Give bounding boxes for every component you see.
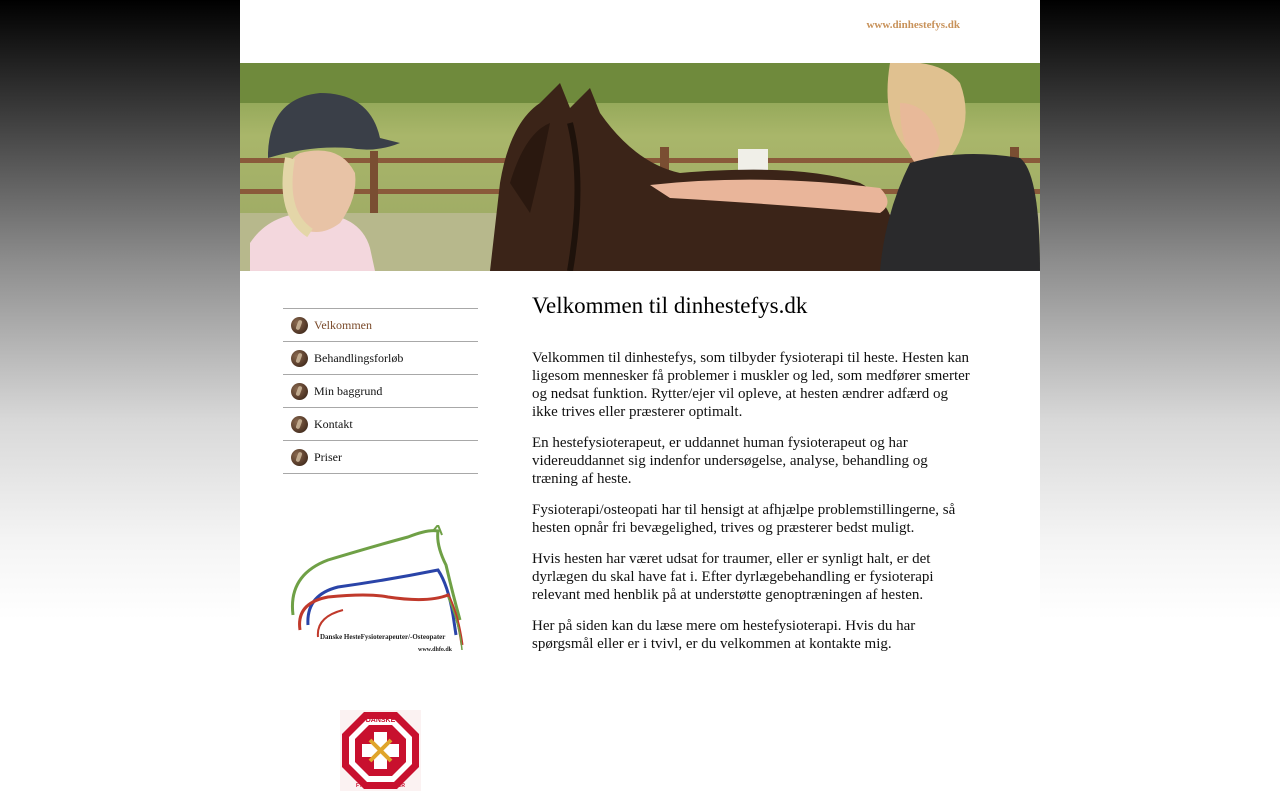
df-logo-text-bottom: FYSIOTERAPEUTER: [356, 783, 405, 789]
nav-item-priser[interactable]: [283, 441, 478, 474]
nav-item-velkommen[interactable]: [283, 309, 478, 342]
nav-item-min-baggrund[interactable]: [283, 375, 478, 408]
horse-bullet-icon: [291, 383, 308, 400]
nav-item-kontakt[interactable]: [283, 408, 478, 441]
header-bar: [240, 0, 1040, 63]
page-title: Velkommen til dinhestefys.dk: [532, 293, 808, 318]
nav-item-label: Kontakt: [314, 416, 353, 431]
dhfo-logo-url: www.dhfo.dk: [418, 647, 453, 653]
danske-fysioterapeuter-logo[interactable]: [340, 710, 421, 791]
dhfo-logo[interactable]: [288, 525, 466, 657]
veterinarian-paragraph: Hvis hesten har været udsat for traumer, eller er synligt halt, er det dyrlægen du skal have fat i. Efter dyrlægebehandling er fysioterapi relevant med henblik på at understøtte genoptræningen af hesten.: [532, 551, 934, 603]
page-container: [240, 0, 1040, 800]
nav-item-label: Behandlingsforløb: [314, 350, 404, 365]
nav-item-label: Min baggrund: [314, 383, 383, 398]
dhfo-logo-text: Danske HesteFysioterapeuter/-Osteopater: [320, 633, 446, 641]
education-paragraph: En hestefysioterapeut, er uddannet human fysioterapeut og har videreuddannet sig indenfor undersøgelse, analyse, behandling og træning af heste.: [532, 435, 928, 487]
nav-item-label: Velkommen: [314, 317, 372, 332]
nav-item-label: Priser: [314, 449, 342, 464]
site-url-link[interactable]: www.dinhestefys.dk: [866, 19, 960, 31]
horse-bullet-icon: [291, 416, 308, 433]
horse-bullet-icon: [291, 350, 308, 367]
contact-paragraph: Her på siden kan du læse mere om hestefysioterapi. Hvis du har spørgsmål eller er i tvivl, er du velkommen at kontakte mig.: [532, 618, 916, 652]
purpose-paragraph: Fysioterapi/osteopati har til hensigt at afhjælpe problemstillingerne, så hesten opnår fri bevægelighed, trives og præsterer bedst muligt.: [532, 502, 956, 536]
nav-item-behandlingsforlob[interactable]: [283, 342, 478, 375]
intro-paragraph: Velkommen til dinhestefys, som tilbyder fysioterapi til heste. Hesten kan ligesom mennesker få problemer i muskler og led, som medfører smerter og nedsat funktion. Rytter/ejer vil opleve, at hesten ændrer adfærd og ikke trives eller præsterer optimalt.: [532, 350, 970, 420]
horse-bullet-icon: [291, 449, 308, 466]
header-banner-image: [240, 63, 1040, 271]
horse-bullet-icon: [291, 317, 308, 334]
df-logo-text-top: DANSKE: [365, 717, 396, 724]
main-content: [532, 290, 972, 666]
main-nav: [283, 308, 478, 474]
